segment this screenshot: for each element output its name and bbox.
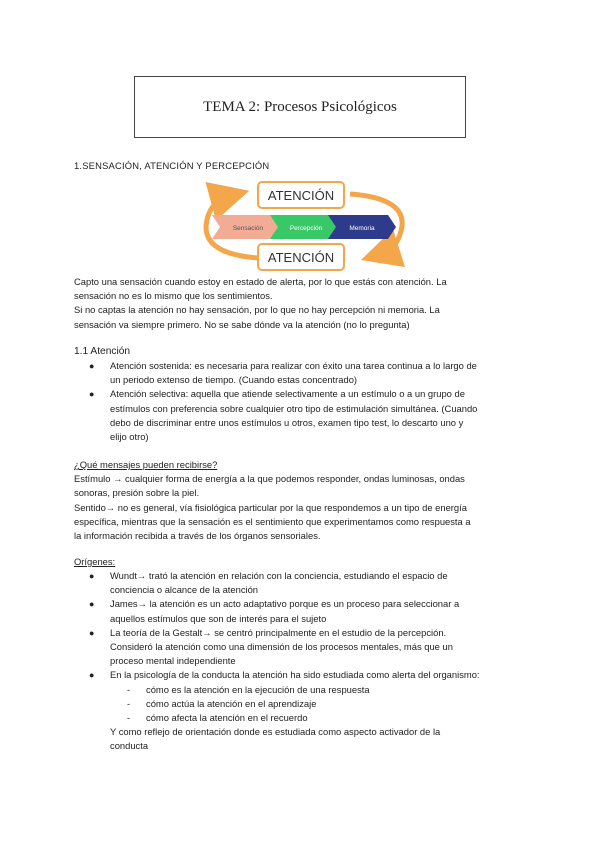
origins-heading: Orígenes:	[74, 556, 116, 567]
sub-list-item: - cómo es la atención en la ejecución de una respuesta	[127, 683, 370, 695]
closing-line: Y como reflejo de orientación donde es estudiada como aspecto activador de la	[110, 726, 441, 738]
attention-list	[80, 359, 477, 444]
step-sensacion-label: Sensación	[232, 225, 264, 232]
text-line: Si no captas la atención no hay sensación, por lo que no hay percepción ni memoria. La	[74, 304, 440, 316]
subsection-heading: 1.1 Atención	[74, 346, 131, 357]
question-paragraph	[74, 458, 471, 543]
step-percepcion-label: Percepción	[289, 225, 323, 232]
list-item: ● Atención sostenida: es necesaria para realizar con éxito una tarea continua a lo largo de un periodo extenso de tiempo. (Cuando estas concentrado)	[89, 360, 477, 386]
text-line: específica, mientras que la sensación es el sentimiento que experimentamos como respuesta a	[74, 515, 471, 527]
attention-diagram	[200, 176, 408, 276]
sub-list-item: - cómo afecta la atención en el recuerdo	[127, 712, 308, 724]
page-title: TEMA 2: Procesos Psicológicos	[203, 98, 397, 115]
sub-list	[110, 683, 480, 726]
step-memoria-label: Memoria	[349, 225, 375, 232]
title-box	[134, 76, 466, 138]
origins-list	[80, 569, 480, 754]
text-line: sonoras, presión sobre la piel.	[74, 487, 200, 499]
text-line: Sentido→ no es general, vía fisiológica particular por la que respondemos a un tipo de energía	[74, 501, 467, 513]
section-heading: 1.SENSACIÓN, ATENCIÓN Y PERCEPCIÓN	[74, 160, 270, 171]
text-line: sensación va siempre primero. No se sabe dónde va la atención (no lo pregunta)	[74, 318, 410, 330]
question-heading: ¿Qué mensajes pueden recibirse?	[74, 459, 218, 470]
text-line: Capto una sensación cuando estoy en estado de alerta, por lo que estás con atención. La	[74, 276, 447, 287]
attention-bottom-label: ATENCIÓN	[267, 250, 335, 265]
list-item: ● Atención selectiva: aquella que atiende selectivamente a un estímulo o a un grupo de estímulos con preferencia sobre cualquier otro tipo de estimulación simultánea. (Cuando debo de discriminar entre unos estímulos u otros, examen tipo test, lo descarto uno y elijo otro)	[89, 388, 478, 443]
closing-line: conducta	[110, 740, 149, 752]
text-line: sensación no es lo mismo que los sentimientos.	[74, 290, 273, 302]
list-item: ● En la psicología de la conducta la atención ha sido estudiada como alerta del organismo: - cómo es la atención en la ejecución de una respuesta - cómo actúa la atención en el aprendizaje - cómo afecta la atención en el recuerdo Y como reflejo de orientación donde es estudiada como aspecto activador de la conducta	[80, 668, 480, 753]
list-item: ● Wundt→ trató la atención en relación con la conciencia, estudiando el espacio de conciencia o alcance de la atención	[89, 570, 448, 596]
intro-paragraph	[74, 275, 447, 332]
text-line: Estímulo → cualquier forma de energía a la que podemos responder, ondas luminosas, ondas	[74, 473, 465, 485]
sub-list-item: - cómo actúa la atención en el aprendizaje	[127, 697, 317, 709]
attention-top-label: ATENCIÓN	[267, 188, 335, 203]
text-line: la información recibida a través de los órganos sensoriales.	[74, 530, 321, 542]
list-item: ● James→ la atención es un acto adaptativo porque es un proceso para seleccionar a aquellos estímulos que son de interés para el sujeto	[89, 598, 460, 624]
list-item: ● La teoría de la Gestalt→ se centró principalmente en el estudio de la percepción. Consideró la atención como una dimensión de los procesos mentales, más que un proceso mental independiente	[89, 626, 453, 667]
